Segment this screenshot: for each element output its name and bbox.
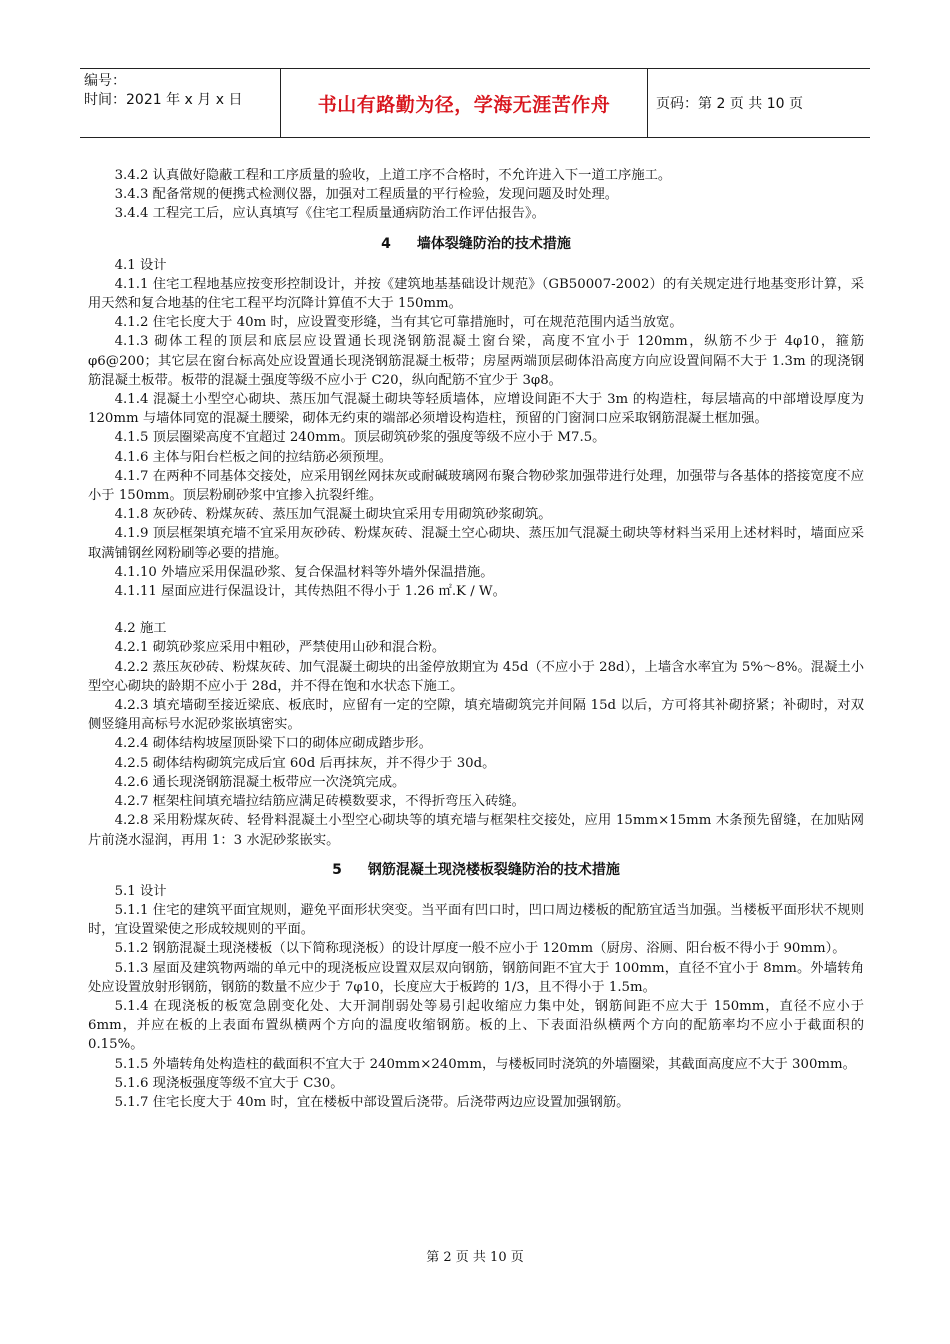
paragraph: 4.1.3 砌体工程的顶层和底层应设置通长现浇钢筋混凝土窗台梁，高度不宜小于 120mm，纵筋不少于 4φ10，箍筋 φ6@200；其它层在窗台标高处应设置通长现浇钢筋混凝土板带；房屋两端顶层砌体沿高度方向应设置间隔不大于 1.3m 的现浇钢筋混凝土板带。板带的混凝土强度等级不应小于 C20，纵向配筋不宜少于 3φ8。: [88, 334, 864, 388]
paragraph-group-4-2: [88, 619, 864, 849]
paragraph: 4.2 施工: [114, 621, 167, 637]
paragraph: 3.4.2 认真做好隐蔽工程和工序质量的验收，上道工序不合格时，不允许进入下一道工序施工。: [114, 168, 672, 183]
paragraph: 4.2.3 填充墙砌至接近梁底、板底时，应留有一定的空隙，填充墙砌筑完并间隔 15d 以后，方可将其补砌挤紧；补砌时，对双侧竖缝用高标号水泥砂浆嵌填密实。: [88, 698, 864, 733]
paragraph: 4.1.8 灰砂砖、粉煤灰砖、蒸压加气混凝土砌块宜采用专用砌筑砂浆砌筑。: [114, 507, 552, 523]
paragraph: 4.1.7 在两种不同基体交接处，应采用钢丝网抹灰或耐碱玻璃网布聚合物砂浆加强带进行处理，加强带与各基体的搭接宽度不应小于 150mm。顶层粉刷砂浆中宜掺入抗裂纤维。: [88, 468, 864, 504]
section-title: 墙体裂缝防治的技术措施: [416, 235, 571, 252]
section-number: 5: [332, 861, 342, 878]
document-time-label: 时间：2021 年 x 月 x 日: [84, 92, 243, 108]
paragraph: 5.1.4 在现浇板的板宽急剧变化处、大开洞削弱处等易引起收缩应力集中处，钢筋间距不应大于 150mm，直径不应小于 6mm，并应在板的上表面布置纵横两个方向的温度收缩钢筋。板的上、下表面沿纵横两个方向的配筋率均不应小于截面积的 0.15%。: [88, 998, 864, 1053]
paragraph-spacer: [88, 601, 864, 619]
paragraph: 4.2.4 砌体结构坡屋顶卧梁下口的砌体应砌成踏步形。: [114, 736, 432, 752]
header-meta: [80, 69, 281, 137]
paragraph: 4.1.10 外墙应采用保温砂浆、复合保温材料等外墙外保温措施。: [114, 564, 494, 580]
paragraph-group-4-1: [88, 256, 864, 602]
paragraph: 5.1 设计: [114, 883, 167, 899]
paragraph: 4.2.2 蒸压灰砂砖、粉煤灰砖、加气混凝土砌块的出釜停放期宜为 45d（不应小于 28d），上墙含水率宜为 5%～8%。混凝土小型空心砌块的龄期不应小于 28d，并不得在饱和水状态下施工。: [88, 659, 864, 694]
header-motto: 书山有路勤为径，学海无涯苦作舟: [281, 69, 648, 137]
paragraph: 5.1.1 住宅的建筑平面宜规则，避免平面形状突变。当平面有凹口时，凹口周边楼板的配筋宜适当加强。当楼板平面形状不规则时，宜设置梁使之形成较规则的平面。: [88, 902, 864, 938]
section-number: 4: [381, 235, 391, 252]
paragraph-group-5-1: [88, 882, 864, 1112]
paragraph: 3.4.3 配备常规的便携式检测仪器，加强对工程质量的平行检验，发现问题及时处理。: [114, 187, 619, 203]
section-5-heading: [88, 860, 864, 880]
document-number-label: 编号：: [84, 73, 126, 89]
paragraph-group-3-4: [88, 166, 864, 224]
paragraph: 4.2.6 通长现浇钢筋混凝土板带应一次浇筑完成。: [114, 774, 406, 790]
paragraph: 5.1.5 外墙转角处构造柱的截面积不宜大于 240mm×240mm，与楼板同时浇筑的外墙圈梁，其截面高度应不大于 300mm。: [114, 1056, 856, 1072]
paragraph: 4.1.11 屋面应进行保温设计，其传热阻不得小于 1.26 ㎡.K / W。: [114, 584, 506, 600]
paragraph: 4.1.6 主体与阳台栏板之间的拉结筋必须预埋。: [114, 449, 392, 465]
paragraph: 4.1 设计: [114, 257, 167, 273]
paragraph: 4.1.4 混凝土小型空心砌块、蒸压加气混凝土砌块等轻质墙体，应增设间距不大于 3m 的构造柱，每层墙高的中部增设厚度为 120mm 与墙体同宽的混凝土腰梁，砌体无约束的端部必须增设构造柱，预留的门窗洞口应采取钢筋混凝土框加强。: [88, 392, 864, 427]
section-title: 钢筋混凝土现浇楼板裂缝防治的技术措施: [367, 861, 620, 878]
document-body: [88, 166, 864, 1112]
paragraph: 5.1.2 钢筋混凝土现浇楼板（以下简称现浇板）的设计厚度一般不应小于 120mm（厨房、浴厕、阳台板不得小于 90mm）。: [114, 941, 846, 957]
paragraph: 4.1.9 顶层框架填充墙不宜采用灰砂砖、粉煤灰砖、混凝土空心砌块、蒸压加气混凝土砌块等材料当采用上述材料时，墙面应采取满铺钢丝网粉刷等必要的措施。: [88, 526, 864, 561]
paragraph: 5.1.6 现浇板强度等级不宜大于 C30。: [114, 1075, 344, 1091]
paragraph: 4.2.5 砌体结构砌筑完成后宜 60d 后再抹灰，并不得少于 30d。: [114, 755, 496, 771]
section-4-heading: [88, 234, 864, 254]
page-footer: 第 2 页 共 10 页: [426, 1250, 524, 1265]
paragraph: 4.2.8 采用粉煤灰砖、轻骨料混凝土小型空心砌块等的填充墙与框架柱交接处，应用 15mm×15mm 木条预先留缝，在加贴网片前浇水湿润，再用 1：3 水泥砂浆嵌实。: [88, 813, 864, 848]
paragraph: 4.1.5 顶层圈梁高度不宜超过 240mm。顶层砌筑砂浆的强度等级不应小于 M7.5。: [114, 430, 606, 446]
paragraph: 4.2.7 框架柱间填充墙拉结筋应满足砖模数要求，不得折弯压入砖缝。: [114, 794, 525, 810]
paragraph: 4.2.1 砌筑砂浆应采用中粗砂，严禁使用山砂和混合粉。: [114, 640, 446, 656]
paragraph: 4.1.1 住宅工程地基应按变形控制设计，并按《建筑地基基础设计规范》（GB50007-2002）的有关规定进行地基变形计算，采用天然和复合地基的住宅工程平均沉降计算值不大于 150mm。: [88, 276, 864, 312]
paragraph: 5.1.7 住宅长度大于 40m 时，宜在楼板中部设置后浇带。后浇带两边应设置加强钢筋。: [114, 1094, 630, 1110]
paragraph: 3.4.4 工程完工后，应认真填写《住宅工程质量通病防治工作评估报告》。: [114, 206, 545, 222]
header-page-number: 页码：第 2 页 共 10 页: [656, 96, 803, 112]
page-header: [80, 68, 870, 138]
paragraph: 4.1.2 住宅长度大于 40m 时，应设置变形缝，当有其它可靠措施时，可在规范范围内适当放宽。: [114, 315, 683, 331]
paragraph: 5.1.3 屋面及建筑物两端的单元中的现浇板应设置双层双向钢筋，钢筋间距不宜大于 100mm，直径不宜小于 8mm。外墙转角处应设置放射形钢筋，钢筋的数量不应少于 7φ10，长度应大于板跨的 1/3，且不得小于 1.5m。: [88, 960, 864, 995]
